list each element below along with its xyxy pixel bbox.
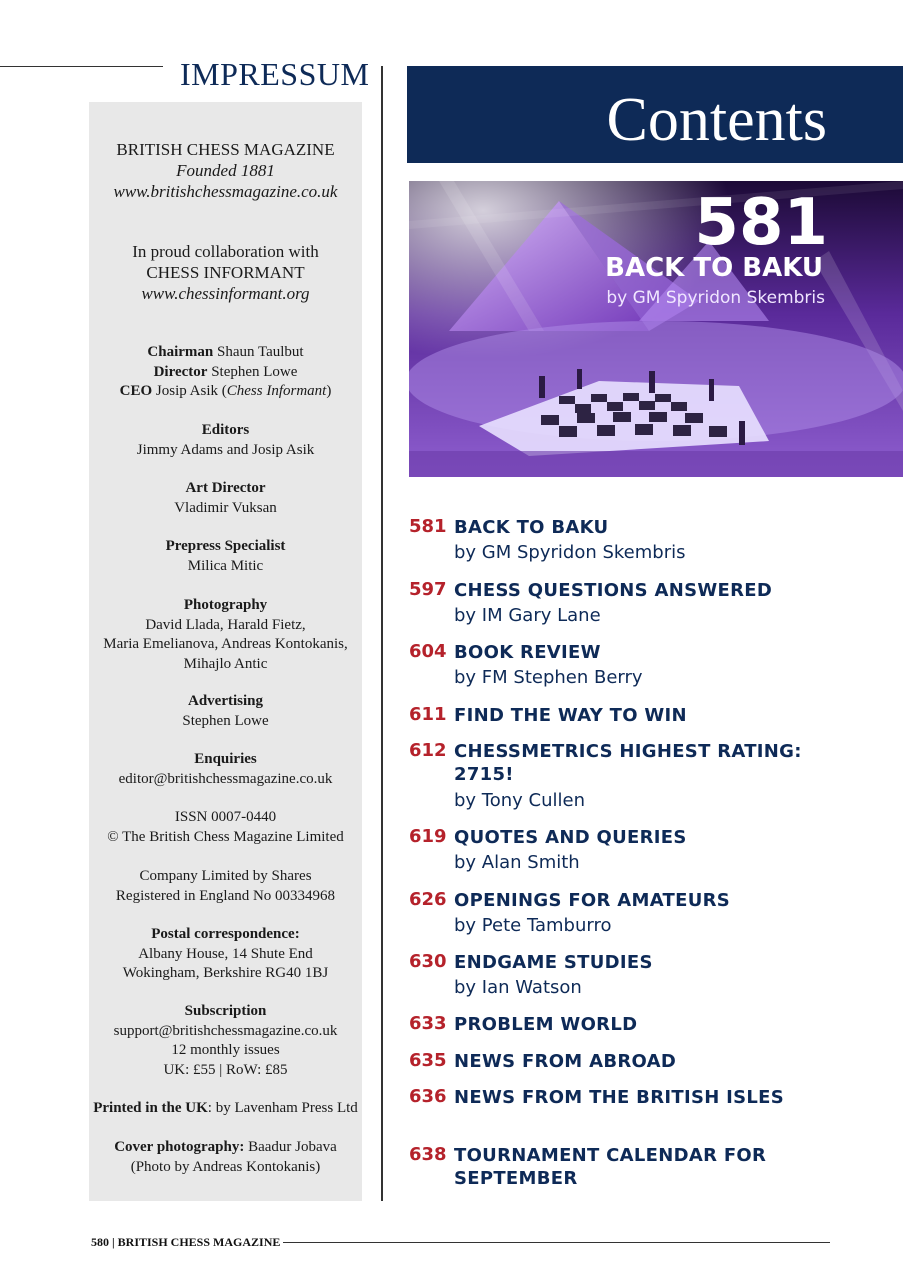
contents-banner — [407, 66, 903, 163]
issn: ISSN 0007-0440 — [174, 809, 277, 825]
toc-page-number: 604 — [409, 641, 447, 662]
ceo-org: Chess Informant — [226, 383, 327, 399]
printed-line — [89, 1099, 362, 1119]
enquiries-email[interactable]: editor@britishchessmagazine.co.uk — [118, 770, 333, 787]
toc-author: by GM Spyridon Skembris — [454, 542, 686, 563]
toc-item[interactable] — [409, 1086, 839, 1110]
toc-item[interactable] — [409, 889, 839, 939]
partner-name: CHESS INFORMANT — [146, 263, 305, 282]
toc-title: OPENINGS FOR AMATEURS — [454, 890, 731, 911]
prepress-block — [89, 537, 362, 576]
toc-page-number: 619 — [409, 826, 447, 847]
photography-line-3: Mihajlo Antic — [183, 655, 268, 672]
toc-page-number: 611 — [409, 704, 447, 725]
toc-page-number: 630 — [409, 951, 447, 972]
toc-title: QUOTES AND QUERIES — [454, 827, 687, 848]
hero-byline: by GM Spyridon Skembris — [606, 288, 825, 308]
photography-block — [89, 596, 362, 674]
enquiries-block — [89, 750, 362, 789]
enquiries-label: Enquiries — [194, 751, 257, 767]
toc-author: by Pete Tamburro — [454, 915, 612, 936]
toc-page-number: 626 — [409, 889, 447, 910]
toc-title: BACK TO BAKU — [454, 517, 609, 538]
hero-image[interactable] — [409, 181, 903, 477]
printed-label: Printed in the UK — [93, 1100, 208, 1116]
column-divider — [381, 66, 383, 1201]
footer-page-number: 580 — [91, 1235, 109, 1249]
editors-names: Jimmy Adams and Josip Asik — [136, 441, 315, 458]
footer-rule — [283, 1242, 830, 1243]
toc-title: NEWS FROM THE BRITISH ISLES — [454, 1087, 785, 1108]
website-link[interactable]: www.britishchessmagazine.co.uk — [113, 182, 338, 201]
prepress-label: Prepress Specialist — [165, 538, 286, 554]
toc-page-number: 635 — [409, 1050, 447, 1071]
toc-item[interactable] — [409, 516, 839, 566]
toc-author: by Tony Cullen — [454, 790, 585, 811]
toc-item[interactable] — [409, 951, 839, 1001]
hero-arena-illustration — [409, 181, 903, 477]
officers-block — [89, 343, 362, 402]
printed-by: : by Lavenham Press Ltd — [207, 1100, 358, 1116]
founded-line: Founded 1881 — [176, 161, 275, 180]
toc-item[interactable] — [409, 579, 839, 629]
editors-label: Editors — [201, 422, 250, 438]
cover-photo-block — [89, 1138, 362, 1177]
hero-title: BACK TO BAKU — [605, 253, 823, 283]
partner-website-link[interactable]: www.chessinformant.org — [141, 284, 310, 303]
collaboration-block — [89, 241, 362, 304]
ceo-label: CEO — [119, 383, 153, 399]
magazine-name: BRITISH CHESS MAGAZINE — [116, 140, 335, 159]
toc-title: FIND THE WAY TO WIN — [454, 705, 687, 726]
toc-page-number: 633 — [409, 1013, 447, 1034]
advertising-label: Advertising — [188, 693, 263, 709]
toc-page-number: 638 — [409, 1144, 447, 1165]
toc-page-number: 612 — [409, 740, 447, 761]
issn-block — [89, 808, 362, 847]
ceo-name: Josip Asik ( — [155, 383, 227, 399]
photography-line-2: Maria Emelianova, Andreas Kontokanis, — [103, 636, 348, 652]
editors-block — [89, 421, 362, 460]
toc-title: CHESSMETRICS HIGHEST RATING: 2715! — [454, 741, 802, 785]
toc-page-number: 581 — [409, 516, 447, 537]
chairman-name: Shaun Taulbut — [217, 344, 304, 360]
director-line — [89, 363, 362, 383]
prepress-name: Milica Mitic — [187, 557, 264, 574]
toc-title: CHESS QUESTIONS ANSWERED — [454, 580, 773, 601]
subscription-block — [89, 1002, 362, 1080]
cover-photo-credit: (Photo by Andreas Kontokanis) — [130, 1158, 321, 1175]
toc-title: PROBLEM WORLD — [454, 1014, 638, 1035]
contents-heading: Contents — [606, 86, 827, 154]
photography-line-1: David Llada, Harald Fietz, — [145, 616, 306, 633]
toc-author: by IM Gary Lane — [454, 605, 601, 626]
toc-author: by FM Stephen Berry — [454, 667, 643, 688]
advertising-block — [89, 692, 362, 731]
footer-separator: | — [109, 1235, 118, 1249]
toc-page-number: 597 — [409, 579, 447, 600]
impressum-heading: IMPRESSUM — [180, 56, 370, 92]
ceo-close: ) — [326, 383, 332, 399]
cover-photo-line — [89, 1138, 362, 1158]
postal-label: Postal correspondence: — [151, 926, 300, 942]
toc-item[interactable] — [409, 704, 839, 728]
toc-author: by Ian Watson — [454, 977, 582, 998]
ceo-line — [89, 382, 362, 402]
subscription-prices: UK: £55 | RoW: £85 — [163, 1061, 288, 1078]
toc-item[interactable] — [409, 826, 839, 876]
art-director-block — [89, 479, 362, 518]
company-block — [89, 867, 362, 906]
postal-line-2: Wokingham, Berkshire RG40 1BJ — [122, 965, 329, 981]
impressum-panel — [89, 102, 362, 1201]
footer-magazine-name: BRITISH CHESS MAGAZINE — [117, 1235, 281, 1249]
cover-photo-subject: Baadur Jobava — [244, 1139, 337, 1155]
toc-item[interactable] — [409, 740, 839, 814]
subscription-email[interactable]: support@britishchessmagazine.co.uk — [113, 1022, 338, 1039]
company-line-1: Company Limited by Shares — [139, 868, 312, 884]
toc-author: by Alan Smith — [454, 852, 580, 873]
cover-photo-label: Cover photography: — [114, 1139, 245, 1155]
toc-title: BOOK REVIEW — [454, 642, 601, 663]
collab-line: In proud collaboration with — [132, 242, 319, 261]
advertising-name: Stephen Lowe — [182, 712, 269, 729]
chairman-label: Chairman — [147, 344, 214, 360]
director-name: Stephen Lowe — [211, 363, 298, 380]
toc-page-number: 636 — [409, 1086, 447, 1107]
subscription-label: Subscription — [184, 1003, 267, 1019]
director-label: Director — [153, 363, 208, 380]
toc-item[interactable] — [409, 641, 839, 691]
company-line-2: Registered in England No 00334968 — [115, 887, 336, 904]
toc-item[interactable] — [409, 1050, 839, 1074]
copyright: © The British Chess Magazine Limited — [107, 828, 344, 845]
photography-label: Photography — [183, 597, 268, 613]
subscription-issues: 12 monthly issues — [171, 1042, 280, 1058]
page-footer — [91, 1235, 280, 1250]
postal-block — [89, 925, 362, 984]
postal-line-1: Albany House, 14 Shute End — [138, 945, 313, 962]
top-left-rule — [0, 66, 163, 67]
art-director-name: Vladimir Vuksan — [174, 499, 277, 516]
toc-item[interactable] — [409, 1144, 839, 1192]
toc-item[interactable] — [409, 1013, 839, 1037]
hero-page-number: 581 — [694, 186, 828, 260]
masthead-block — [89, 139, 362, 202]
toc-title: ENDGAME STUDIES — [454, 952, 653, 973]
toc-title: NEWS FROM ABROAD — [454, 1051, 677, 1072]
chairman-line — [89, 343, 362, 363]
toc-title: TOURNAMENT CALENDAR FOR SEPTEMBER — [454, 1145, 767, 1189]
art-director-label: Art Director — [185, 480, 266, 496]
printed-block — [89, 1099, 362, 1119]
